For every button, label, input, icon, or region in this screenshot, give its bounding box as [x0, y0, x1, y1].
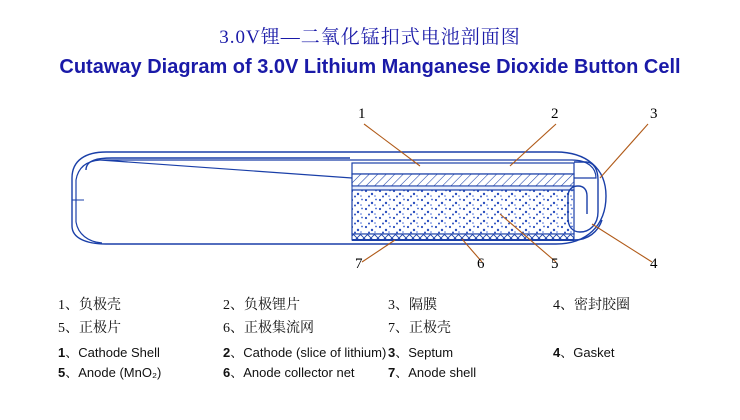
- legend-row-chinese-2: [58, 319, 718, 338]
- legend-label-en-5: Anode (MnO₂): [78, 365, 162, 380]
- legend-item-en-2: 2、Cathode (slice of lithium): [223, 345, 387, 360]
- leader-3: [600, 124, 648, 178]
- legend-num-en-2: 2: [223, 345, 231, 360]
- legend-label-en-3: Septum: [408, 345, 454, 360]
- legend-label-en-7: Anode shell: [408, 365, 477, 380]
- legend-item-cn-6: 6、正极集流网: [223, 321, 314, 336]
- legend-label-en-1: Cathode Shell: [78, 345, 160, 360]
- title-english: Cutaway Diagram of 3.0V Lithium Manganese Dioxide Button Cell: [59, 56, 681, 78]
- legend-item-cn-2: 2、负极锂片: [223, 298, 300, 313]
- legend-item-en-6: 6、Anode collector net: [223, 365, 355, 380]
- legend-item-cn-4: 4、密封胶圈: [553, 298, 630, 313]
- legend-item-cn-7: 7、正极壳: [388, 321, 451, 336]
- legend-item-cn-blank: [553, 319, 718, 338]
- legend-num-en-6: 6: [223, 365, 231, 380]
- legend-num-en-1: 1: [58, 345, 66, 360]
- legend-num-en-5: 5: [58, 365, 66, 380]
- legend-num-en-4: 4: [553, 345, 561, 360]
- legend-item-en-4: 4、Gasket: [553, 345, 615, 360]
- callout-4: 4: [650, 256, 658, 272]
- callout-7: 7: [355, 256, 363, 272]
- callout-2: 2: [551, 106, 559, 122]
- legend-item-cn-5: 5、正极片: [58, 321, 121, 336]
- legend-row-english-1: [58, 344, 718, 361]
- legend-item-cn-1: 1、负极壳: [58, 298, 121, 313]
- legend-item-en-blank: [553, 364, 718, 381]
- legend-item-en-3: 3、Septum: [388, 345, 454, 360]
- leader-4: [592, 224, 652, 262]
- legend-item-en-1: 1、Cathode Shell: [58, 345, 160, 360]
- legend-label-en-4: Gasket: [573, 345, 615, 360]
- legend-item-en-7: 7、Anode shell: [388, 365, 477, 380]
- callout-3: 3: [650, 106, 658, 122]
- callout-1: 1: [358, 106, 366, 122]
- legend-label-en-6: Anode collector net: [243, 365, 355, 380]
- legend-item-en-5: 5、Anode (MnO₂): [58, 365, 162, 380]
- legend-item-cn-3: 3、隔膜: [388, 298, 437, 313]
- cathode-lithium-slice-layer: [352, 174, 574, 186]
- callout-5: 5: [551, 256, 559, 272]
- legend: [58, 296, 718, 384]
- callout-6: 6: [477, 256, 485, 272]
- title-chinese: 3.0V锂—二氧化锰扣式电池剖面图: [219, 27, 521, 48]
- legend-row-chinese-1: [58, 296, 718, 315]
- legend-num-en-7: 7: [388, 365, 396, 380]
- legend-label-en-2: Cathode (slice of lithium): [243, 345, 387, 360]
- legend-num-en-3: 3: [388, 345, 396, 360]
- septum-layer: [352, 186, 574, 190]
- legend-row-english-2: [58, 364, 718, 381]
- anode-mno2-layer: [352, 190, 574, 234]
